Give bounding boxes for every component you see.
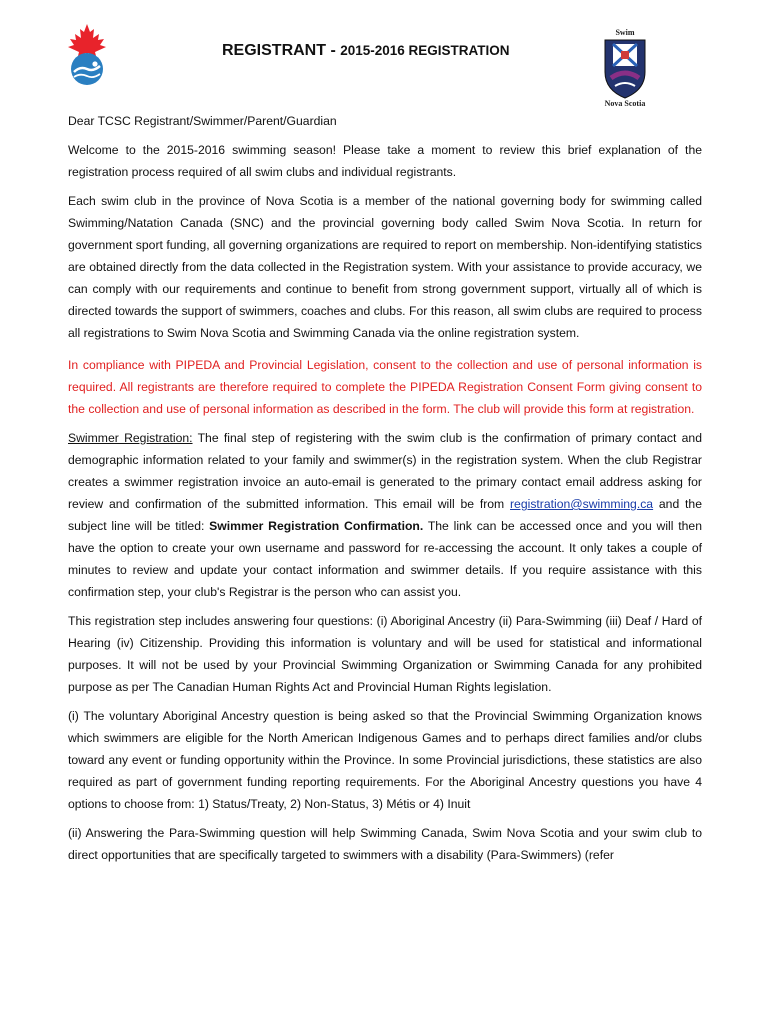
para-swimming-paragraph: (ii) Answering the Para-Swimming question will help Swimming Canada, Swim Nova Scotia and your swim club to direct opportunities that are specifically targeted to swimmers with a disability (Para-Swimmers) (refer bbox=[68, 826, 702, 862]
registration-email-link[interactable]: registration@swimming.ca bbox=[510, 497, 654, 511]
four-questions-paragraph: This registration step includes answering four questions: (i) Aboriginal Ancestry (ii) Para-Swimming (iii) Deaf / Hard of Hearing (iv) Citizenship. Providing this information is voluntary and will be used for statistical and informational purposes. It will not be used by your Provincial Swimming Organization or Swimming Canada for any prohibited purpose as per The Canadian Human Rights Act and Provincial Human Rights legislation. bbox=[68, 614, 702, 694]
governing-body-paragraph: Each swim club in the province of Nova Scotia is a member of the national governing body for swimming called Swimming/Natation Canada (SNC) and the provincial governing body called Swim Nova Scotia. In return for government sport funding, all governing organizations are required to report on membership. Non-identifying statistics are obtained directly from the data collected in the Registration system. With your assistance to provide accuracy, we can comply with our requirements and continue to benefit from strong government support, virtually all of which is directed towards the support of swimmers, coaches and clubs. For this reason, all swim clubs are required to process all registrations to Swim Nova Scotia and Swimming Canada via the online registration system. bbox=[68, 194, 702, 340]
title-main: REGISTRANT - bbox=[222, 42, 341, 59]
swim-nova-scotia-logo bbox=[595, 28, 655, 110]
welcome-paragraph: Welcome to the 2015-2016 swimming season! Please take a moment to review this brief explanation of the registration process required of all swim clubs and individual registrants. bbox=[68, 143, 702, 179]
letter-body bbox=[68, 110, 702, 873]
shield-icon bbox=[595, 38, 655, 100]
swimming-canada-logo bbox=[62, 22, 112, 86]
swimmer-registration-text-2: and the subject line will be titled: bbox=[68, 497, 702, 533]
salutation: Dear TCSC Registrant/Swimmer/Parent/Guardian bbox=[68, 114, 337, 128]
pipeda-notice: In compliance with PIPEDA and Provincial Legislation, consent to the collection and use of personal information is required. All registrants are therefore required to complete the PIPEDA Registration Consent Form giving consent to the collection and use of personal information as described in the form. The club will provide this form at registration. bbox=[68, 358, 702, 416]
swimmer-registration-text-1: The final step of registering with the swim club is the confirmation of primary contact and demographic information related to your family and swimmer(s) in the registration system. When the club Registrar creates a swimmer registration invoice an auto-email is generated to the primary contact email address asking for review and confirmation of the submitted information. This email will be from bbox=[68, 431, 702, 511]
email-subject-line: Swimmer Registration Confirmation. bbox=[209, 519, 424, 533]
title-year: 2015-2016 REGISTRATION bbox=[340, 43, 510, 58]
swimmer-registration-paragraph bbox=[68, 427, 702, 603]
logo-nova-scotia-label: Nova Scotia bbox=[604, 99, 646, 108]
maple-leaf-icon bbox=[62, 22, 112, 86]
page-title bbox=[222, 42, 510, 60]
swimmer-registration-text-3: The link can be accessed once and you will then have the option to create your own username and password for re-accessing the account. It only takes a couple of minutes to review and update your contact information and swimmer details. If you require assistance with this confirmation step, your club's Registrar is the person who can assist you. bbox=[68, 519, 702, 599]
aboriginal-ancestry-paragraph: (i) The voluntary Aboriginal Ancestry question is being asked so that the Provincial Swimming Organization knows which swimmers are eligible for the North American Indigenous Games and to perhaps direct families and/or clubs toward any event or funding opportunity within the Province. In some Provincial jurisdictions, these statistics are also required as part of government funding reporting requirements. For the Aboriginal Ancestry questions you have 4 options to choose from: 1) Status/Treaty, 2) Non-Status, 3) Métis or 4) Inuit bbox=[68, 709, 702, 811]
swimmer-registration-heading: Swimmer Registration: bbox=[68, 431, 193, 445]
logo-swim-label: Swim bbox=[615, 28, 635, 37]
